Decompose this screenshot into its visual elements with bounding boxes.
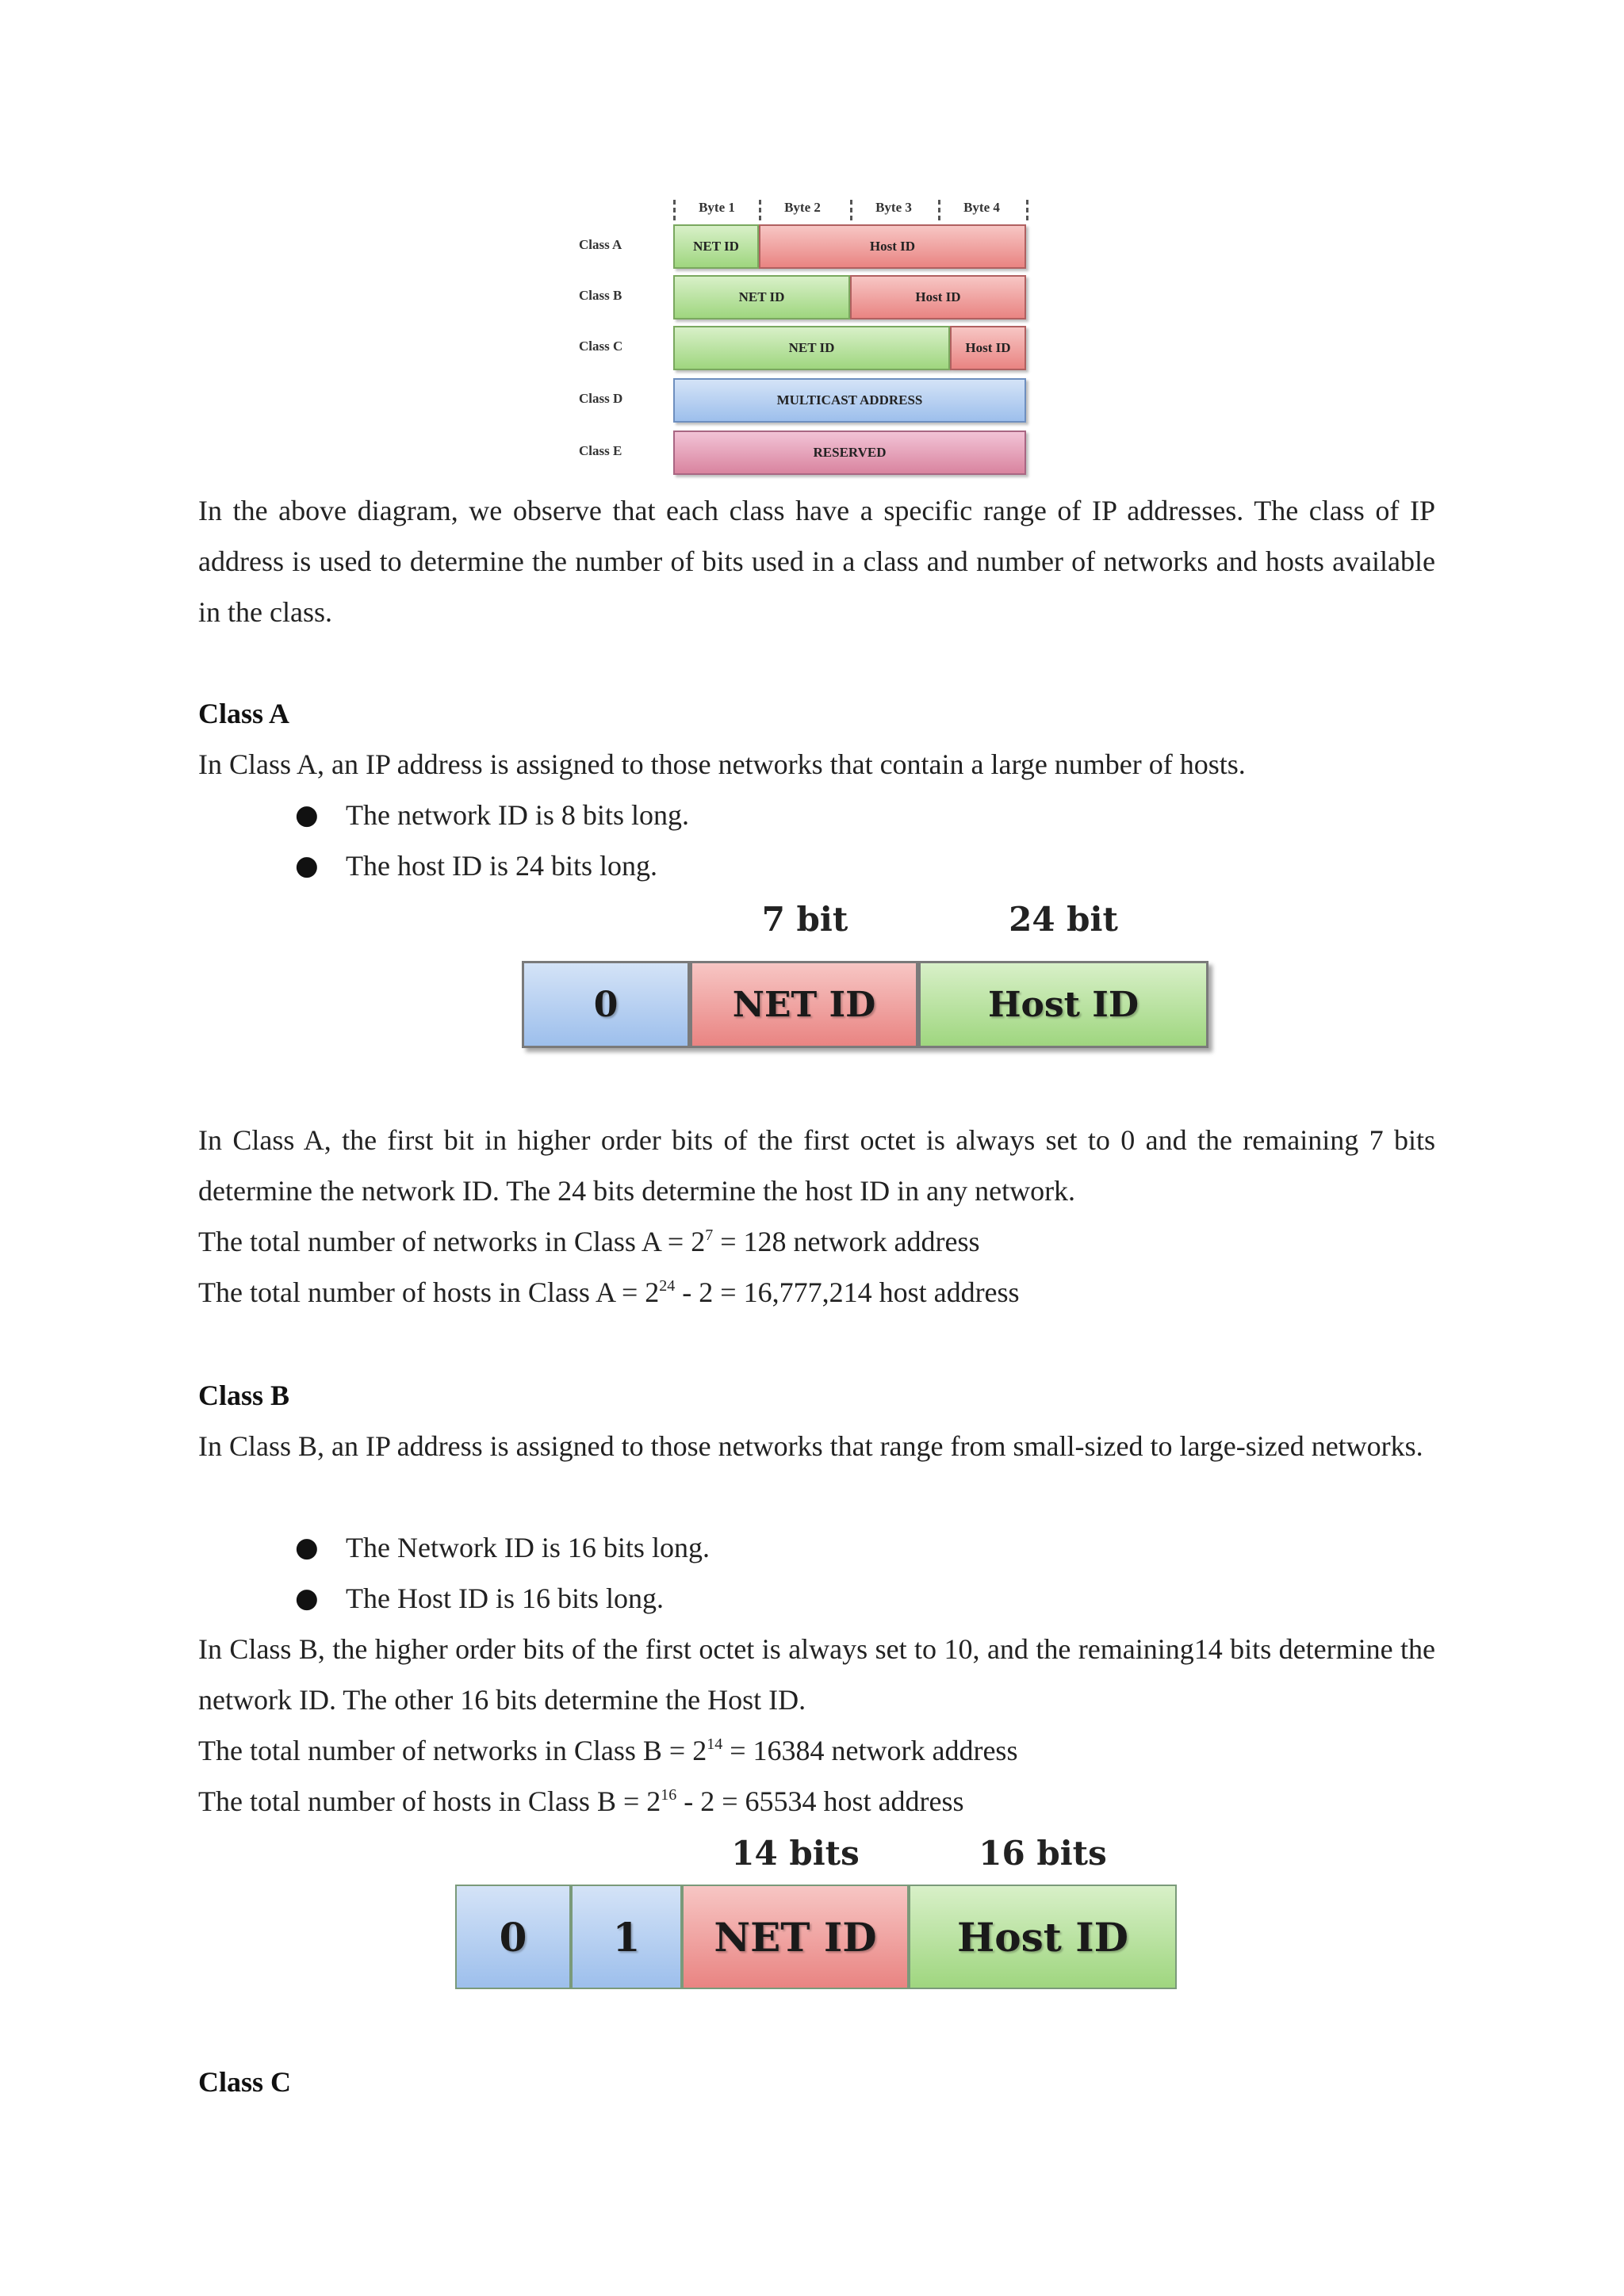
bullet-dot: ●	[295, 850, 319, 882]
class-a-label: Class A	[579, 237, 622, 252]
bullet-dot: ●	[295, 799, 319, 831]
class-b-bullet: The Host ID is 16 bits long.	[346, 1582, 664, 1614]
byte-separator	[1026, 200, 1028, 220]
class-a-format-net-id: NET ID	[690, 961, 918, 1048]
class-b-host-bits-label: 16 bits	[979, 1834, 1107, 1873]
class-c-net-id: NET ID	[673, 326, 950, 370]
class-d-multicast: MULTICAST ADDRESS	[673, 378, 1026, 423]
class-b-description: In Class B, the higher order bits of the first octet is always set to 10, and the remaining14 bits determine the network ID. The other 16 bits determine the Host ID.	[198, 1633, 1435, 1716]
class-c-label: Class C	[579, 339, 623, 354]
class-d-label: Class D	[579, 391, 623, 406]
class-a-host-bits-label: 24 bit	[1009, 900, 1118, 939]
class-a-format-host-id: Host ID	[918, 961, 1208, 1048]
byte-label: Byte 1	[699, 200, 735, 215]
byte-label: Byte 2	[784, 200, 821, 215]
bullet-dot: ●	[295, 1582, 319, 1614]
class-a-host-id: Host ID	[759, 224, 1026, 269]
class-b-net-bits-label: 14 bits	[731, 1834, 860, 1873]
class-c-host-id: Host ID	[950, 326, 1026, 370]
class-a-networks: The total number of networks in Class $A = 2^7 = 128$ network address	[198, 1226, 980, 1257]
class-b-net-id: NET ID	[673, 275, 850, 320]
class-a-bullet: The network ID is 8 bits long.	[346, 799, 689, 831]
class-e-reserved: RESERVED	[673, 430, 1026, 475]
class-b-host-id: Host ID	[850, 275, 1026, 320]
class-b-intro: In Class B, an IP address is assigned to those networks that range from small-sized to large-sized networks.	[198, 1430, 1423, 1462]
byte-label: Byte 3	[875, 200, 912, 215]
class-b-heading: Class B	[198, 1380, 290, 1411]
bullet-dot: ●	[295, 1532, 319, 1563]
class-a-hosts: The total number of hosts in Class $A = 2^{24} - 2 = 16,777,214$ host address	[198, 1276, 1020, 1308]
class-e-label: Class E	[579, 443, 622, 458]
class-b-networks: The total number of networks in Class $B = 2^{14} = 16384$ network address	[198, 1735, 1018, 1766]
class-a-intro: In Class A, an IP address is assigned to those networks that contain a large number of hosts.	[198, 748, 1246, 780]
byte-label: Byte 4	[963, 200, 1000, 215]
class-a-description: In Class A, the first bit in higher order bits of the first octet is always set to 0 and the remaining 7 bits determine the network ID. The 24 bits determine the host ID in any network.	[198, 1124, 1435, 1207]
class-a-net-bits-label: 7 bit	[761, 900, 848, 939]
class-b-lead-bit-0: 0	[455, 1885, 571, 1989]
class-b-format-net-id: NET ID	[682, 1885, 909, 1989]
class-b-lead-bit-1: 1	[571, 1885, 682, 1989]
class-a-lead-bit: 0	[522, 961, 690, 1048]
class-b-hosts: The total number of hosts in Class $B = 2^{16} - 2 = 65534$ host address	[198, 1785, 964, 1817]
class-a-heading: Class A	[198, 698, 290, 729]
class-b-label: Class B	[579, 288, 622, 303]
intro-paragraph: In the above diagram, we observe that each class have a specific range of IP addresses. The class of IP address is used to determine the number of bits used in a class and number of networks and hosts available in the class.	[198, 495, 1435, 628]
class-c-heading: Class C	[198, 2066, 292, 2098]
class-b-format-host-id: Host ID	[909, 1885, 1177, 1989]
class-a-net-id: NET ID	[673, 224, 759, 269]
class-a-bullet: The host ID is 24 bits long.	[346, 850, 657, 882]
class-b-bullet: The Network ID is 16 bits long.	[346, 1532, 710, 1563]
